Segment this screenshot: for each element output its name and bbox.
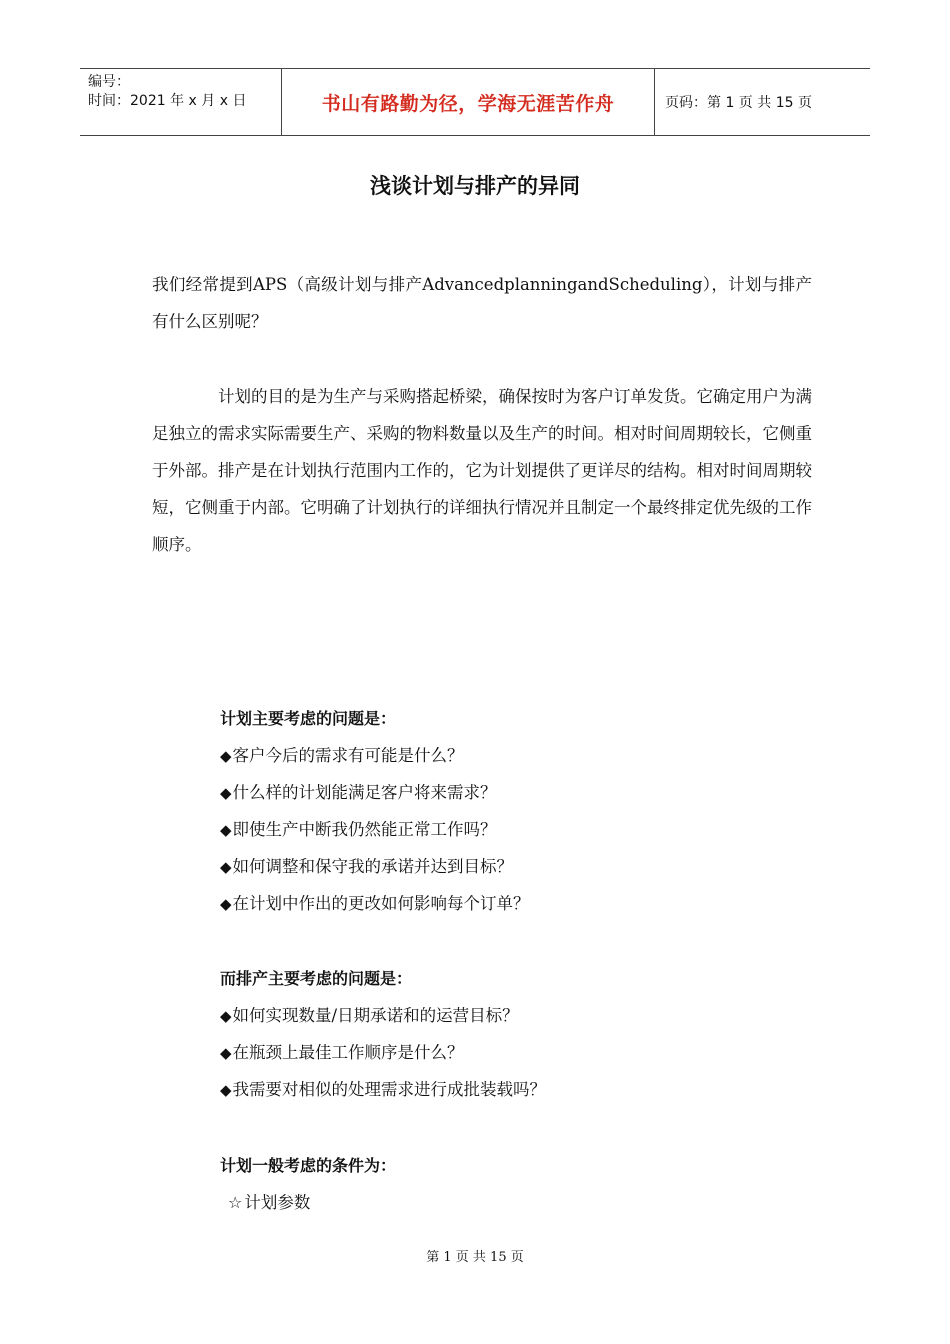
list-item [220,997,820,1034]
header-page-info: 页码：第 1 页 共 15 页 [665,95,812,111]
list-item-text: 即使生产中断我仍然能正常工作吗？ [232,820,497,839]
document-date: 时间：2021 年 x 月 x 日 [88,93,247,109]
list-item-text: 客户今后的需求有可能是什么？ [232,746,464,765]
list-item [220,1184,820,1221]
diamond-bullet-icon: ◆ [220,1081,232,1099]
header-motto: 书山有路勤为径，学海无涯苦作舟 [282,69,655,135]
header-meta-cell [80,69,282,135]
diamond-bullet-icon: ◆ [220,821,232,839]
section-heading: 计划一般考虑的条件为： [220,1156,397,1175]
intro-paragraph: 我们经常提到APS（高级计划与排产AdvancedplanningandScheduling），计划与排产有什么区别呢？ [152,275,812,331]
section-heading: 而排产主要考虑的问题是： [220,969,413,988]
body-paragraph: 计划的目的是为生产与采购搭起桥梁，确保按时为客户订单发货。它确定用户为满足独立的需求实际需要生产、采购的物料数量以及生产的时间。相对时间周期较长，它侧重于外部。排产是在计划执行范围内工作的，它为计划提供了更详尽的结构。相对时间周期较短，它侧重于内部。它明确了计划执行的详细执行情况并且制定一个最终排定优先级的工作顺序。 [152,387,812,554]
diamond-bullet-icon: ◆ [220,1044,232,1062]
list-item [220,1071,820,1108]
list-item [220,1034,820,1071]
diamond-bullet-icon: ◆ [220,858,232,876]
page-footer: 第 1 页 共 15 页 [426,1250,524,1265]
list-item-text: 在瓶颈上最佳工作顺序是什么？ [232,1043,464,1062]
list-item [220,737,820,774]
document-number-label: 编号： [88,74,130,90]
list-item-text: 什么样的计划能满足客户将来需求？ [232,783,497,802]
list-item [220,848,820,885]
star-bullet-icon: ☆ [228,1193,243,1212]
list-item-text: 我需要对相似的处理需求进行成批装载吗？ [232,1080,547,1099]
list-item-text: 如何实现数量/日期承诺和的运营目标？ [232,1006,519,1025]
diamond-bullet-icon: ◆ [220,784,232,802]
list-item-text: 在计划中作出的更改如何影响每个订单？ [232,894,530,913]
list-item [220,774,820,811]
list-item [220,885,820,922]
diamond-bullet-icon: ◆ [220,1007,232,1025]
header-table [80,68,870,136]
scheduling-questions-section [220,960,820,1108]
planning-conditions-section [220,1147,820,1221]
diamond-bullet-icon: ◆ [220,747,232,765]
document-title: 浅谈计划与排产的异同 [370,174,580,198]
list-item-text: 如何调整和保守我的承诺并达到目标？ [232,857,514,876]
diamond-bullet-icon: ◆ [220,895,232,913]
list-item-text: 计划参数 [244,1193,311,1212]
planning-questions-section [220,700,820,922]
section-heading: 计划主要考虑的问题是： [220,709,397,728]
list-item [220,811,820,848]
